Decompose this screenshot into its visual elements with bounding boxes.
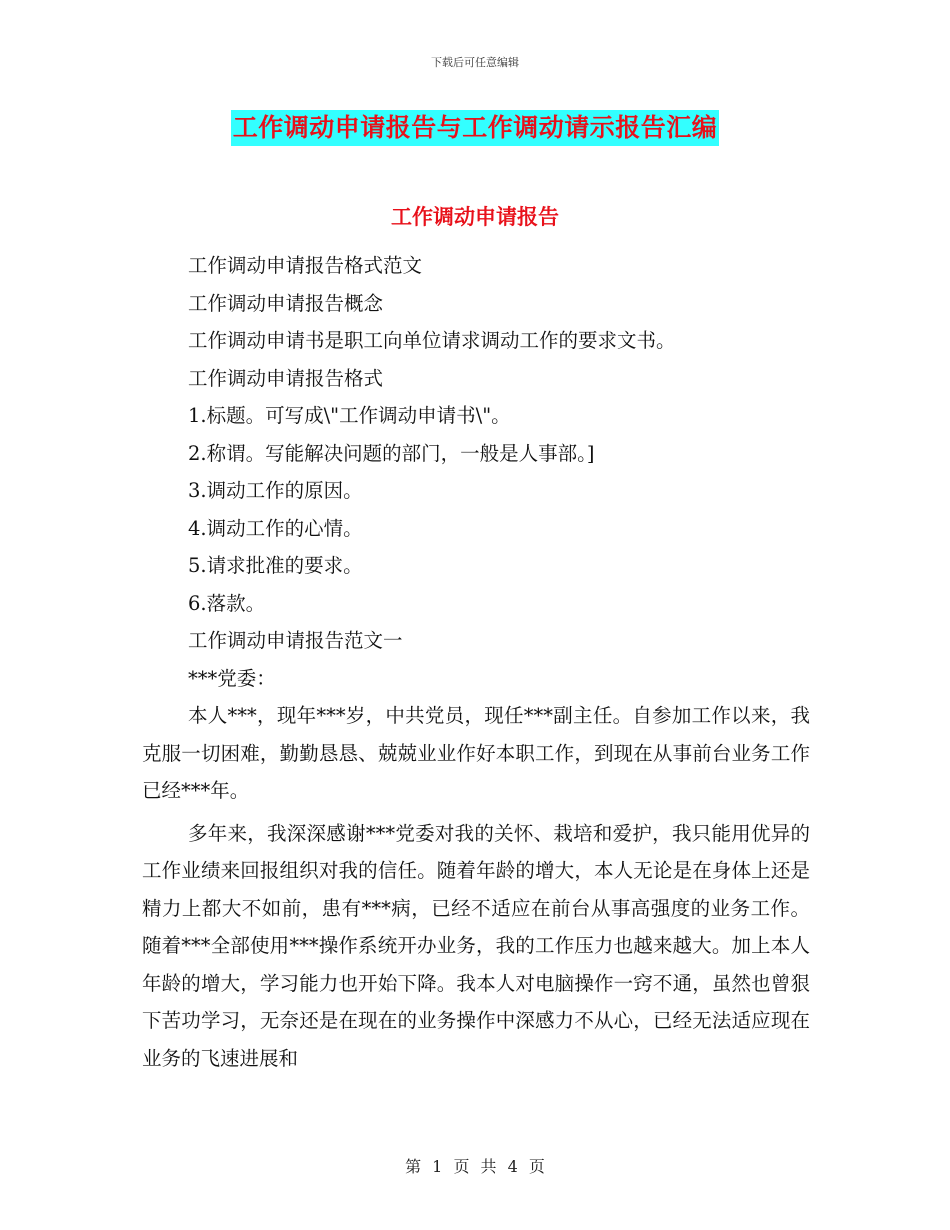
paragraph: 工作调动申请报告格式范文 [188,254,423,277]
document-title: 工作调动申请报告与工作调动请示报告汇编 [231,110,720,146]
list-item: 5.请求批准的要求。 [188,554,363,577]
page-header-note: 下载后可任意编辑 [431,56,519,69]
list-item: 6.落款。 [188,591,266,615]
paragraph: 多年来，我深深感谢***党委对我的关怀、栽培和爱护，我只能用优异的工作业绩来回报组织对我的信任。随着年龄的增大，本人无论是在身体上还是精力上都大不如前，患有***病，已经不适应在前台从事高强度的业务工作。随着***全部使用***操作系统开办业务，我的工作压力也越来越大。加上本人年龄的增大，学习能力也开始下降。我本人对电脑操作一窍不通，虽然也曾狠下苦功学习，无奈还是在现在的业务操作中深感力不从心，已经无法适应现在业务的飞速进展和 [142,821,810,1070]
paragraph: 工作调动申请报告概念 [188,291,384,315]
list-item: 1.标题。可写成\"工作调动申请书\"。 [188,404,511,427]
list-item: 2.称谓。写能解决问题的部门，一般是人事部。] [188,441,595,465]
paragraph: 工作调动申请书是职工向单位请求调动工作的要求文书。 [188,329,676,352]
document-body [142,247,810,1077]
list-item: 3.调动工作的原因。 [188,479,363,502]
paragraph: 工作调动申请报告范文一 [188,629,403,652]
paragraph: 本人***，现年***岁，中共党员，现任***副主任。自参加工作以来，我克服一切困难，勤勤恳恳、兢兢业业作好本职工作，到现在从事前台业务工作已经***年。 [142,704,810,802]
page-number: 第 1 页 共 4 页 [405,1157,545,1176]
section-title: 工作调动申请报告 [391,204,559,229]
document-title-container [0,110,950,146]
salutation: ***党委： [188,666,276,690]
paragraph: 工作调动申请报告格式 [188,366,384,390]
list-item: 4.调动工作的心情。 [188,516,363,540]
